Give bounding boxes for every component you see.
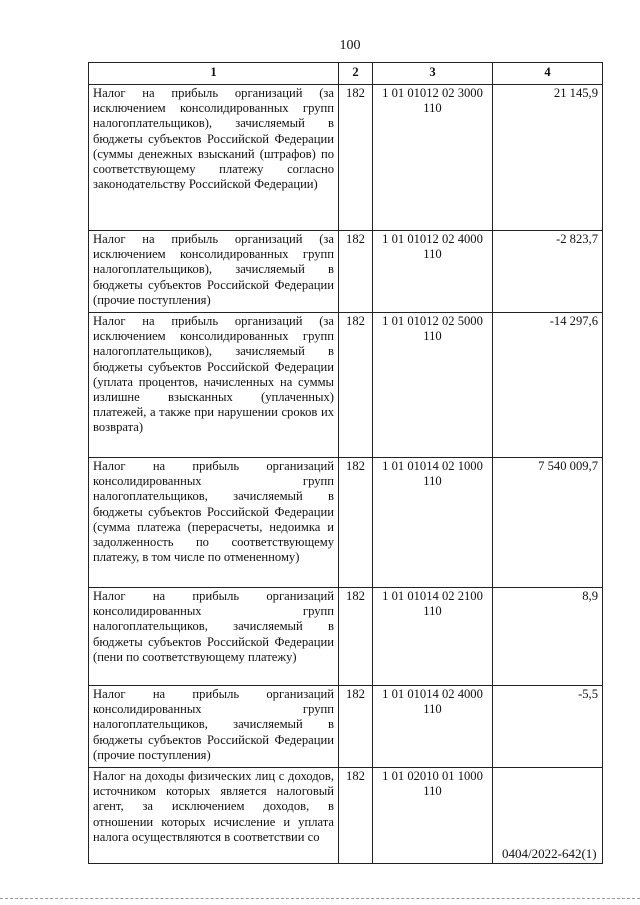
table-row [89,686,603,768]
row-name-cell: Налог на прибыль организаций (за исключением консолидированных групп налогоплательщиков), зачисляемый в бюджеты субъектов Российской Федерации (прочие поступления) [89,231,339,313]
row-code-cell: 1 01 01014 02 1000 110 [373,458,493,588]
row-amount-cell: -2 823,7 [493,231,603,313]
row-name-cell: Налог на прибыль организаций консолидированных групп налогоплательщиков, зачисляемый в бюджеты субъектов Российской Федерации (сумма платежа (перерасчеты, недоимка и задолженность по соответствующему платежу, в том числе по отмененному) [89,458,339,588]
row-name-cell: Налог на прибыль организаций (за исключением консолидированных групп налогоплательщиков), зачисляемый в бюджеты субъектов Российской Федерации (суммы денежных взысканий (штрафов) по соответствующему платежу согласно законодательству Российской Федерации) [89,85,339,231]
row-admin-cell: 182 [339,313,373,458]
revenue-table [88,62,603,864]
row-amount-cell: -14 297,6 [493,313,603,458]
row-name-cell: Налог на прибыль организаций (за исключением консолидированных групп налогоплательщиков), зачисляемый в бюджеты субъектов Российской Федерации (уплата процентов, начисленных на суммы излишне взысканных (уплаченных) платежей, а также при нарушении сроков их возврата) [89,313,339,458]
row-admin-cell: 182 [339,686,373,768]
row-admin-cell: 182 [339,588,373,686]
row-name-cell: Налог на прибыль организаций консолидированных групп налогоплательщиков, зачисляемый в бюджеты субъектов Российской Федерации (прочие поступления) [89,686,339,768]
row-amount-cell: 7 540 009,7 [493,458,603,588]
page-bottom-rule [0,898,640,899]
table-row [89,458,603,588]
table-row [89,313,603,458]
column-header-name: 1 [89,63,339,85]
row-code-cell: 1 01 01014 02 4000 110 [373,686,493,768]
row-code-cell: 1 01 01012 02 3000 110 [373,85,493,231]
row-name-cell: Налог на доходы физических лиц с доходов, источником которых является налоговый агент, за исключением доходов, в отношении которых исчисление и уплата налога осуществляются в соответствии со [89,768,339,864]
row-admin-cell: 182 [339,768,373,864]
row-amount-cell: 21 145,9 [493,85,603,231]
column-header-admin: 2 [339,63,373,85]
row-name-cell: Налог на прибыль организаций консолидированных групп налогоплательщиков, зачисляемый в бюджеты субъектов Российской Федерации (пени по соответствующему платежу) [89,588,339,686]
column-header-amount: 4 [493,63,603,85]
document-code: 0404/2022-642(1) [502,846,597,861]
table-row [89,588,603,686]
table-row [89,85,603,231]
row-admin-cell: 182 [339,458,373,588]
row-code-cell: 1 01 01014 02 2100 110 [373,588,493,686]
column-header-code: 3 [373,63,493,85]
row-code-cell: 1 01 01012 02 5000 110 [373,313,493,458]
table-header-row [89,63,603,85]
row-code-cell: 1 01 02010 01 1000 110 [373,768,493,864]
page-number: 100 [339,38,361,53]
table-row [89,231,603,313]
row-admin-cell: 182 [339,85,373,231]
row-code-cell: 1 01 01012 02 4000 110 [373,231,493,313]
row-amount-cell: 8,9 [493,588,603,686]
row-amount-cell: -5,5 [493,686,603,768]
row-admin-cell: 182 [339,231,373,313]
